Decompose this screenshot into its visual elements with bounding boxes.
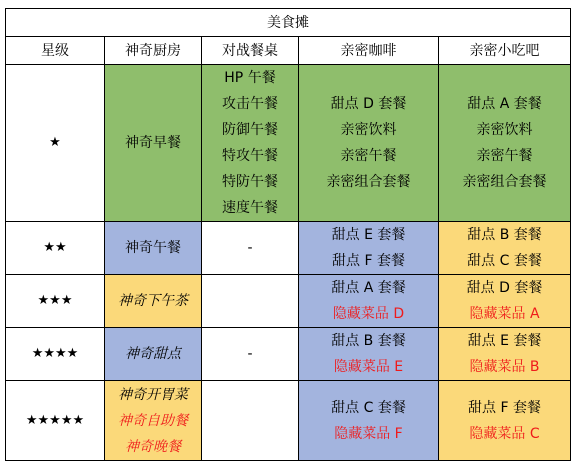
cafe-cell: [299, 328, 439, 381]
battle-item: 特防午餐: [222, 174, 278, 190]
table-title-row: [6, 9, 571, 37]
cafe-item: 亲密午餐: [340, 148, 397, 164]
table-row: [6, 381, 571, 461]
cafe-cell: [299, 381, 439, 461]
cafe-item: 亲密饮料: [340, 122, 397, 138]
kitchen-item: 神奇开胃菜: [118, 386, 188, 403]
table-header-row: [6, 37, 571, 65]
snack-item: 甜点 D 套餐: [466, 280, 543, 296]
battle-item: -: [247, 240, 253, 256]
kitchen-item: 神奇晚餐: [125, 438, 181, 455]
snack-item: 亲密饮料: [476, 122, 533, 138]
kitchen-cell: [105, 275, 202, 328]
snack-item: 甜点 C 套餐: [467, 253, 542, 269]
snack-hidden-item: 隐藏菜品 C: [469, 425, 540, 442]
battle-item: HP 午餐: [224, 70, 276, 86]
cafe-item: 甜点 F 套餐: [332, 253, 405, 269]
battle-cell: [202, 222, 299, 275]
cafe-cell: [299, 65, 439, 222]
table-row: [6, 275, 571, 328]
kitchen-cell: [105, 328, 202, 381]
cafe-hidden-item: 隐藏菜品 F: [334, 425, 403, 442]
cafe-item: 甜点 A 套餐: [331, 280, 406, 296]
cafe-hidden-item: 隐藏菜品 E: [333, 359, 404, 375]
kitchen-item: 神奇自助餐: [118, 412, 188, 429]
snack-cell: [439, 222, 571, 275]
table-row: [6, 222, 571, 275]
snack-item: 甜点 B 套餐: [467, 227, 542, 243]
battle-cell: [202, 275, 299, 328]
star-rating: ★★: [6, 222, 105, 275]
star-rating: ★★★★★: [6, 381, 105, 461]
cafe-item: 亲密组合套餐: [326, 174, 411, 190]
table-row: [6, 65, 571, 222]
cafe-item: 甜点 D 套餐: [330, 96, 407, 112]
header-kitchen: 神奇厨房: [105, 37, 202, 65]
header-star: 星级: [6, 37, 105, 65]
battle-item: -: [247, 346, 253, 362]
snack-item: 亲密组合套餐: [462, 174, 547, 190]
header-cafe: 亲密咖啡: [299, 37, 439, 65]
snack-cell: [439, 65, 571, 222]
cafe-hidden-item: 隐藏菜品 D: [332, 306, 405, 322]
kitchen-item: 神奇下午茶: [118, 293, 188, 309]
food-stall-table-wrapper: [5, 8, 571, 461]
table-row: [6, 328, 571, 381]
battle-item: 攻击午餐: [222, 96, 278, 112]
cafe-item: 甜点 E 套餐: [331, 227, 406, 243]
snack-item: 亲密午餐: [476, 148, 533, 164]
food-stall-table: [5, 8, 571, 461]
kitchen-cell: [105, 381, 202, 461]
snack-cell: [439, 328, 571, 381]
snack-item: 甜点 F 套餐: [468, 399, 541, 416]
cafe-item: 甜点 B 套餐: [331, 333, 406, 349]
snack-hidden-item: 隐藏菜品 A: [469, 306, 540, 322]
snack-item: 甜点 A 套餐: [467, 96, 542, 112]
battle-cell: [202, 65, 299, 222]
header-battle-table: 对战餐桌: [202, 37, 299, 65]
star-rating: ★: [6, 65, 105, 222]
kitchen-cell: [105, 65, 202, 222]
table-title: 美食摊: [6, 9, 571, 37]
cafe-cell: [299, 222, 439, 275]
snack-item: 甜点 E 套餐: [467, 333, 542, 349]
snack-hidden-item: 隐藏菜品 B: [469, 359, 540, 375]
kitchen-item: 神奇午餐: [125, 240, 181, 256]
snack-cell: [439, 381, 571, 461]
cafe-cell: [299, 275, 439, 328]
star-rating: ★★★: [6, 275, 105, 328]
kitchen-item: 神奇早餐: [125, 135, 181, 151]
star-rating: ★★★★: [6, 328, 105, 381]
kitchen-cell: [105, 222, 202, 275]
battle-item: 速度午餐: [222, 200, 278, 216]
battle-item: 防御午餐: [222, 122, 278, 138]
cafe-item: 甜点 C 套餐: [331, 399, 406, 416]
kitchen-item: 神奇甜点: [125, 346, 181, 362]
header-snack-bar: 亲密小吃吧: [439, 37, 571, 65]
battle-cell: [202, 381, 299, 461]
battle-cell: [202, 328, 299, 381]
snack-cell: [439, 275, 571, 328]
battle-item: 特攻午餐: [222, 148, 278, 164]
